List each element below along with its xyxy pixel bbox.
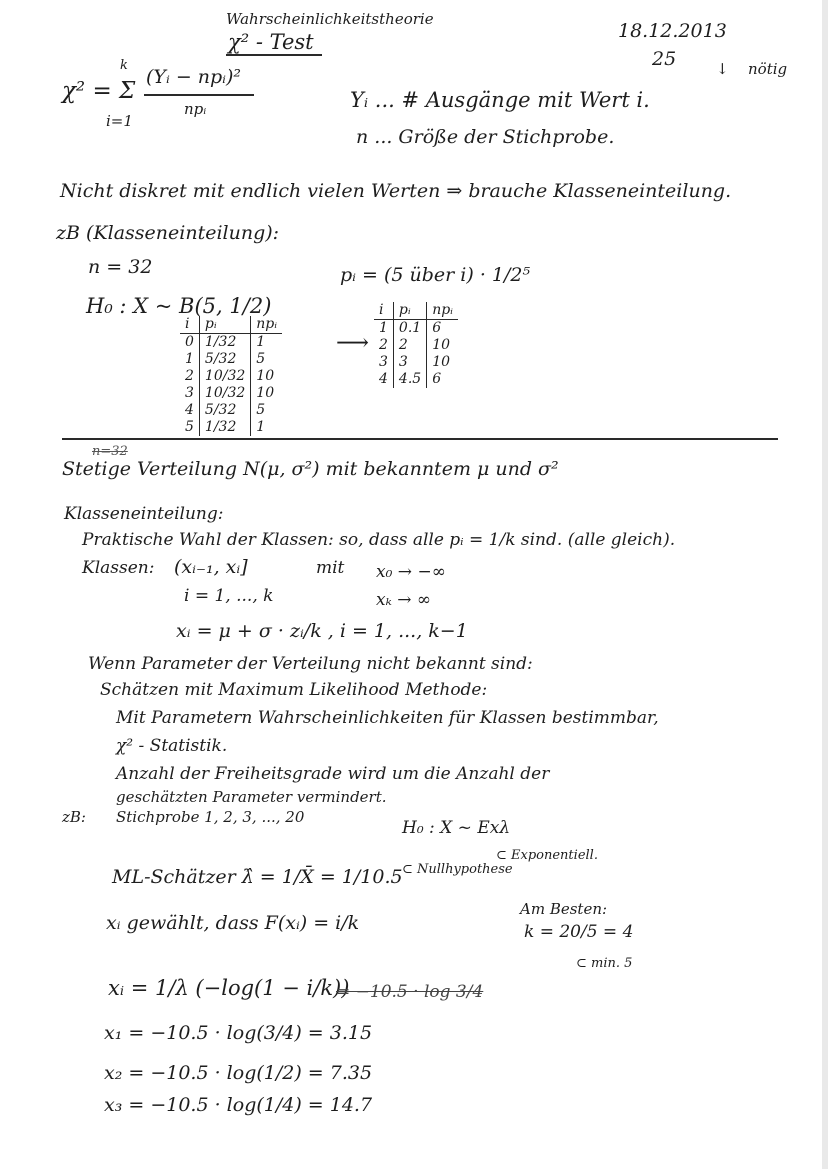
unknown-line-4: χ² - Statistik. [116,736,228,756]
table-cell: 1/32 [199,419,250,436]
table-cell: 3 [393,354,426,371]
table-cell: 5/32 [199,351,250,368]
n-value: n = 32 [88,256,153,278]
table-cell: 10 [432,337,451,353]
sample: Stichprobe 1, 2, 3, ..., 20 [116,808,305,826]
section-divider [62,438,778,440]
best-min: ⊂ min. 5 [576,956,633,971]
table-row [374,320,458,338]
table-header-cell: i [180,316,199,334]
table-cell: 3 [374,354,393,371]
table-cell: 10/32 [199,368,250,385]
date: 18.12.2013 [618,20,727,42]
best-label: Am Besten: [520,900,608,918]
page-title: χ² - Test [228,30,314,54]
sum-lower-limit: i=1 [106,112,133,130]
exponential-note: ⊂ Exponentiell. [496,848,598,863]
n-definition: n ... Größe der Stichprobe. [356,126,615,148]
h0-exponential: H₀ : X ~ Exλ [402,818,511,838]
formula-numerator: (Yᵢ − npᵢ)² [146,66,242,88]
table-cell: 2 [374,337,393,354]
merge-arrow: ⟶ [336,330,369,356]
xi-chosen: xᵢ gewählt, dass F(xᵢ) = i/k [106,912,360,934]
merged-table [374,302,458,388]
table-row [180,334,282,352]
table-cell: 10 [256,385,275,401]
table-row [180,368,282,385]
classes-label: Klassen: [82,558,155,578]
table-cell: 6 [432,320,442,336]
note-arrow: ↓ [716,60,729,78]
best-k: k = 20/5 = 4 [524,922,634,942]
unknown-line-6: geschätzten Parameter vermindert. [116,788,387,806]
example-label: zB (Klasseneinteilung): [56,222,280,244]
table-row [374,302,458,320]
scan-edge [822,0,828,1169]
table-cell: 10/32 [199,385,250,402]
h0-binomial: H₀ : X ~ B(5, 1/2) [86,294,272,318]
table-cell: 4 [374,371,393,388]
table-cell: 1 [256,334,266,350]
table-cell: 1 [256,419,266,435]
unknown-line-1: Wenn Parameter der Verteilung nicht bekannt sind: [88,654,533,674]
table-cell: 1 [180,351,199,368]
classes-interval: (xᵢ₋₁, xᵢ] [174,556,248,578]
x2-value: x₂ = −10.5 · log(1/2) = 7.35 [104,1062,373,1084]
x0-limit: x₀ → −∞ [376,562,446,582]
binomial-table [180,316,282,436]
sum-upper-limit: k [120,58,128,73]
unknown-line-5: Anzahl der Freiheitsgrade wird um die Anzahl der [116,764,550,784]
table-cell: 10 [432,354,451,370]
table-row [180,419,282,436]
unknown-line-2: Schätzen mit Maximum Likelihood Methode: [100,680,488,700]
null-hypothesis-note: ⊂ Nullhypothese [402,862,513,877]
pi-formula: pᵢ = (5 über i) · 1/2⁵ [340,264,531,286]
table-header-cell: pᵢ [393,302,426,320]
table-row [374,371,458,388]
table-cell: 4.5 [393,371,426,388]
table-cell: 5 [180,419,199,436]
practical-choice: Praktische Wahl der Klassen: so, dass alle pᵢ = 1/k sind. (alle gleich). [82,530,676,550]
table-cell: 0 [180,334,199,352]
note-word: nötig [748,60,788,78]
continuous-heading: Stetige Verteilung N(μ, σ²) mit bekanntem μ und σ² [62,458,559,480]
table-cell: 1 [374,320,393,338]
table-row [180,385,282,402]
table-row [180,351,282,368]
table-cell: 6 [432,371,442,387]
class-subheading: Klasseneinteilung: [64,504,224,524]
table-row [374,354,458,371]
table-cell: 2 [393,337,426,354]
i-range: i = 1, ..., k [184,586,274,606]
title-underline [226,54,322,56]
discrete-note: Nicht diskret mit endlich vielen Werten ⇒ brauche Klasseneinteilung. [60,180,732,202]
xi-struck: = −10.5 · log 3/4 [336,982,484,1002]
table-header-cell: npᵢ [251,316,282,334]
table-cell: 2 [180,368,199,385]
formula-denominator: npᵢ [184,100,207,118]
topic-heading: Wahrscheinlichkeitstheorie [226,10,434,28]
xk-limit: xₖ → ∞ [376,590,432,610]
table-row [374,337,458,354]
xi-general: xᵢ = 1/λ (−log(1 − i/k)) [108,976,350,1000]
table-cell: 4 [180,402,199,419]
table-header-cell: pᵢ [199,316,250,334]
note-count: 25 [652,48,677,70]
unknown-line-3: Mit Parametern Wahrscheinlichkeiten für Klassen bestimmbar, [116,708,659,728]
ml-estimator: ML-Schätzer λ̂ = 1/X̄ = 1/10.5 [112,866,403,888]
x3-value: x₃ = −10.5 · log(1/4) = 14.7 [104,1094,373,1116]
table-cell: 3 [180,385,199,402]
xi-formula: xᵢ = μ + σ · zᵢ/k , i = 1, ..., k−1 [176,620,468,642]
table-cell: 5 [256,402,266,418]
x1-value: x₁ = −10.5 · log(3/4) = 3.15 [104,1022,373,1044]
table-header-cell: i [374,302,393,320]
table-cell: 5 [256,351,266,367]
classes-with: mit [316,558,345,578]
table-header-cell: npᵢ [427,302,458,320]
fraction-bar [144,94,254,96]
table-cell: 10 [256,368,275,384]
chi2-symbol: χ² = Σ [62,78,136,104]
y-definition: Yᵢ ... # Ausgänge mit Wert i. [350,88,650,112]
table-cell: 1/32 [199,334,250,352]
table-row [180,316,282,334]
struck-text: n=32 [92,444,128,459]
table-cell: 5/32 [199,402,250,419]
table-row [180,402,282,419]
table-cell: 0.1 [393,320,426,338]
example2-label: zB: [62,808,86,826]
